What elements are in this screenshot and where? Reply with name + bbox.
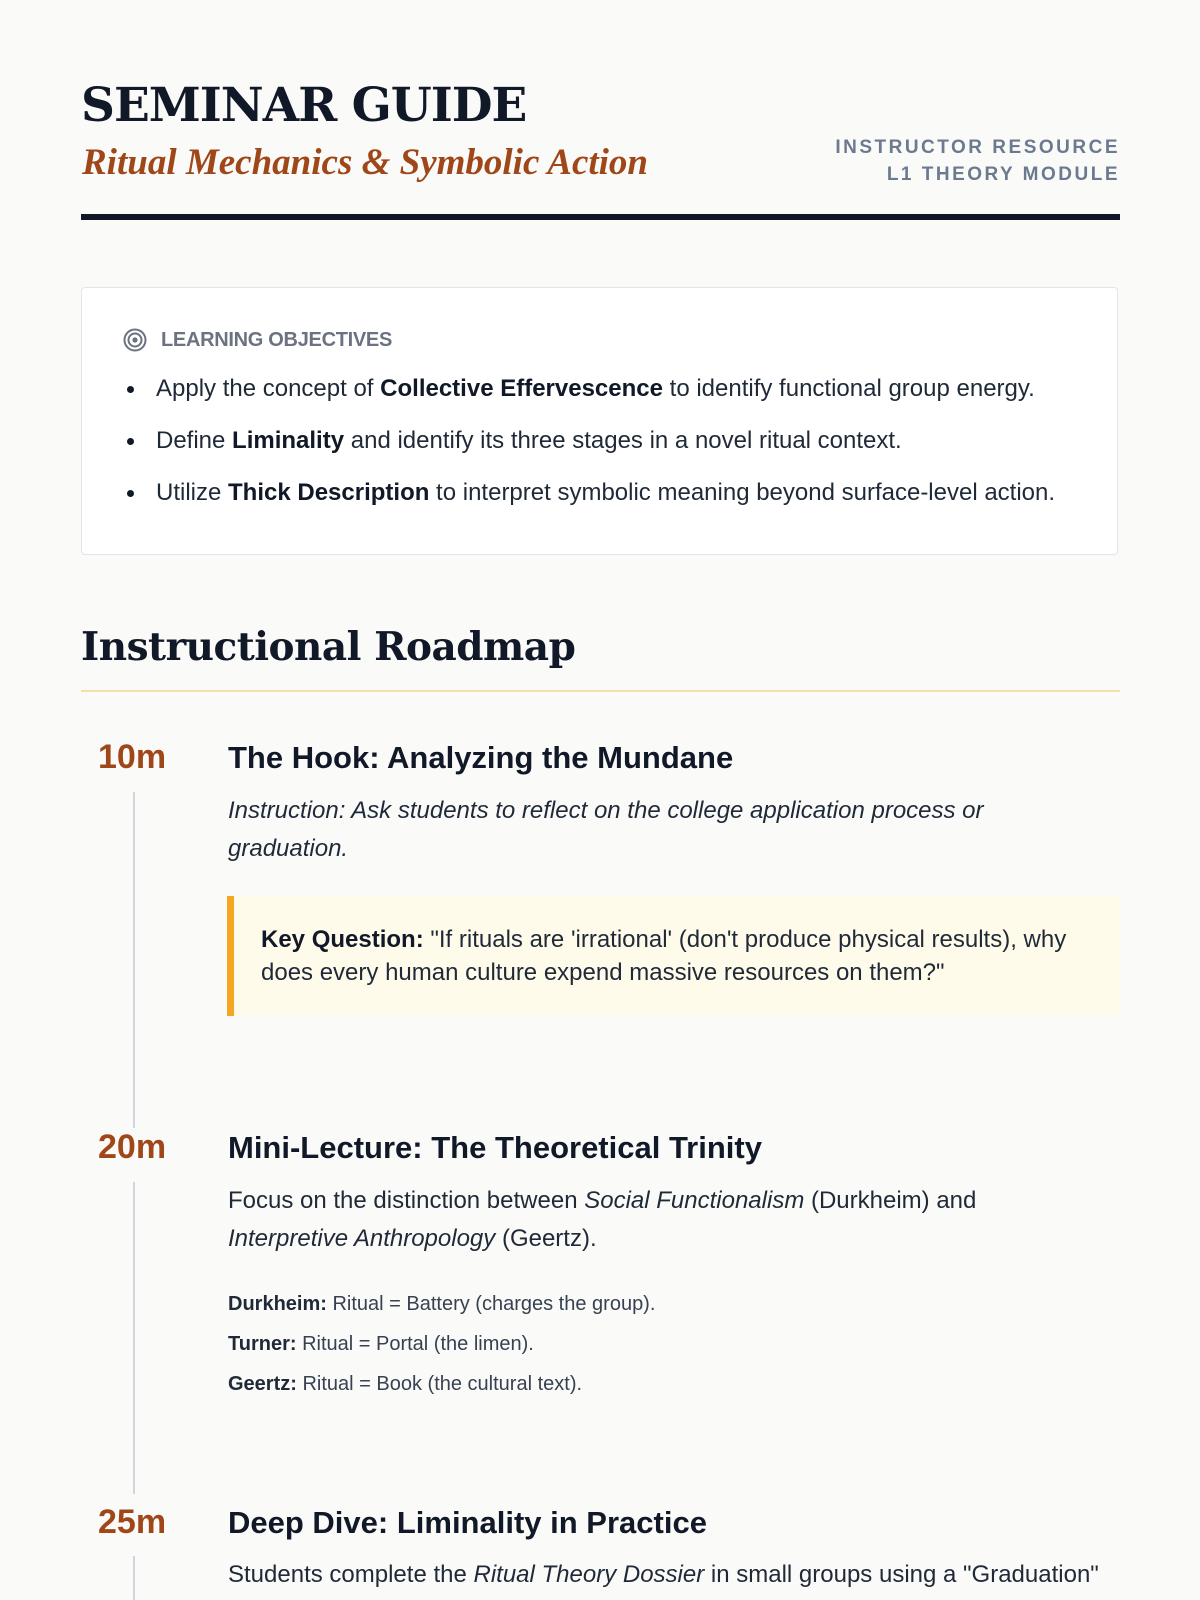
theorist-list (228, 1284, 655, 1404)
timeline-connector (133, 1556, 135, 1600)
timeline-connector (133, 792, 135, 1128)
step-duration: 10m (98, 738, 167, 776)
step-description: Students complete the Ritual Theory Dossier in small groups using a "Graduation" (228, 1561, 1099, 1588)
objective-item: Define Liminality and identify its three stages in a novel ritual context. (126, 426, 1055, 478)
objectives-header (123, 328, 392, 352)
meta-resource-type: INSTRUCTOR RESOURCE (835, 137, 1120, 158)
step-duration: 20m (98, 1128, 167, 1166)
resource-meta (835, 134, 1120, 188)
step-duration: 25m (98, 1503, 167, 1541)
key-question-label: Key Question: (261, 926, 424, 953)
document-header (81, 78, 1120, 220)
header-divider (81, 214, 1120, 220)
key-question-callout: Key Question: "If rituals are 'irrational' (don't produce physical results), why does every human culture expend massive resources on them?" (227, 896, 1120, 1016)
step-title: Mini-Lecture: The Theoretical Trinity (228, 1130, 762, 1165)
theorist-item: Turner: Ritual = Portal (the limen). (228, 1333, 534, 1355)
timeline-connector (133, 1182, 135, 1494)
objectives-list (126, 374, 1055, 530)
roadmap-divider (81, 690, 1120, 692)
theorist-item: Durkheim: Ritual = Battery (charges the group). (228, 1293, 656, 1315)
step-description: Focus on the distinction between Social Functionalism (Durkheim) and Interpretive Anthropology (Geertz). (228, 1187, 977, 1252)
page-subtitle: Ritual Mechanics & Symbolic Action (82, 142, 649, 183)
objective-item: Apply the concept of Collective Effervescence to identify functional group energy. (126, 374, 1055, 426)
objective-item: Utilize Thick Description to interpret symbolic meaning beyond surface-level action. (126, 478, 1055, 530)
target-icon (123, 328, 147, 352)
learning-objectives-card (81, 287, 1118, 555)
step-instruction: Instruction: Ask students to reflect on the college application process or graduation. (228, 797, 984, 862)
objectives-label: LEARNING OBJECTIVES (161, 328, 392, 351)
roadmap-heading: Instructional Roadmap (81, 624, 576, 670)
step-title: Deep Dive: Liminality in Practice (228, 1505, 707, 1540)
page-title: SEMINAR GUIDE (81, 78, 527, 133)
step-title: The Hook: Analyzing the Mundane (228, 740, 734, 775)
theorist-item: Geertz: Ritual = Book (the cultural text). (228, 1373, 583, 1395)
seminar-guide-page (81, 0, 1120, 1600)
meta-module: L1 THEORY MODULE (886, 164, 1120, 185)
